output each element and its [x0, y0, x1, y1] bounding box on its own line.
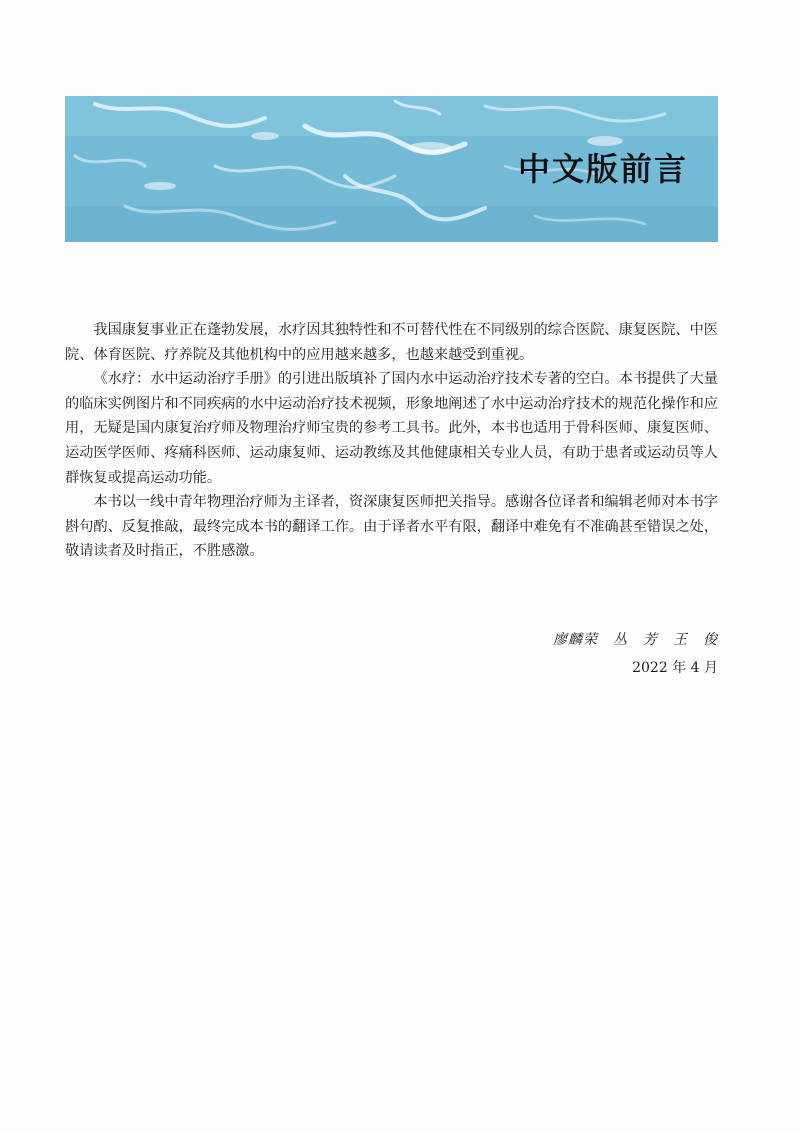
- paragraph-3: 本书以一线中青年物理治疗师为主译者，资深康复医师把关指导。感谢各位译者和编辑老师对本书字斟句酌、反复推敲，最终完成本书的翻译工作。由于译者水平有限，翻译中难免有不准确甚至错误之处，敬请读者及时指正，不胜感激。: [65, 494, 718, 560]
- translator-names: 廖麟荣 丛 芳 王 俊: [553, 632, 718, 648]
- page-title: 中文版前言: [517, 150, 688, 188]
- signature-block: [553, 626, 718, 682]
- preface-body: [65, 318, 718, 564]
- header-banner: [65, 96, 718, 242]
- paragraph-1: 我国康复事业正在蓬勃发展，水疗因其独特性和不可替代性在不同级别的综合医院、康复医院、中医院、体育医院、疗养院及其他机构中的应用越来越多，也越来越受到重视。: [65, 322, 718, 363]
- signature-date: 2022 年 4 月: [632, 660, 718, 676]
- paragraph-2: 《水疗：水中运动治疗手册》的引进出版填补了国内水中运动治疗技术专著的空白。本书提供了大量的临床实例图片和不同疾病的水中运动治疗技术视频，形象地阐述了水中运动治疗技术的规范化操作和应用，无疑是国内康复治疗师及物理治疗师宝贵的参考工具书。此外，本书也适用于骨科医师、康复医师、运动医学医师、疼痛科医师、运动康复师、运动教练及其他健康相关专业人员，有助于患者或运动员等人群恢复或提高运动功能。: [65, 371, 718, 486]
